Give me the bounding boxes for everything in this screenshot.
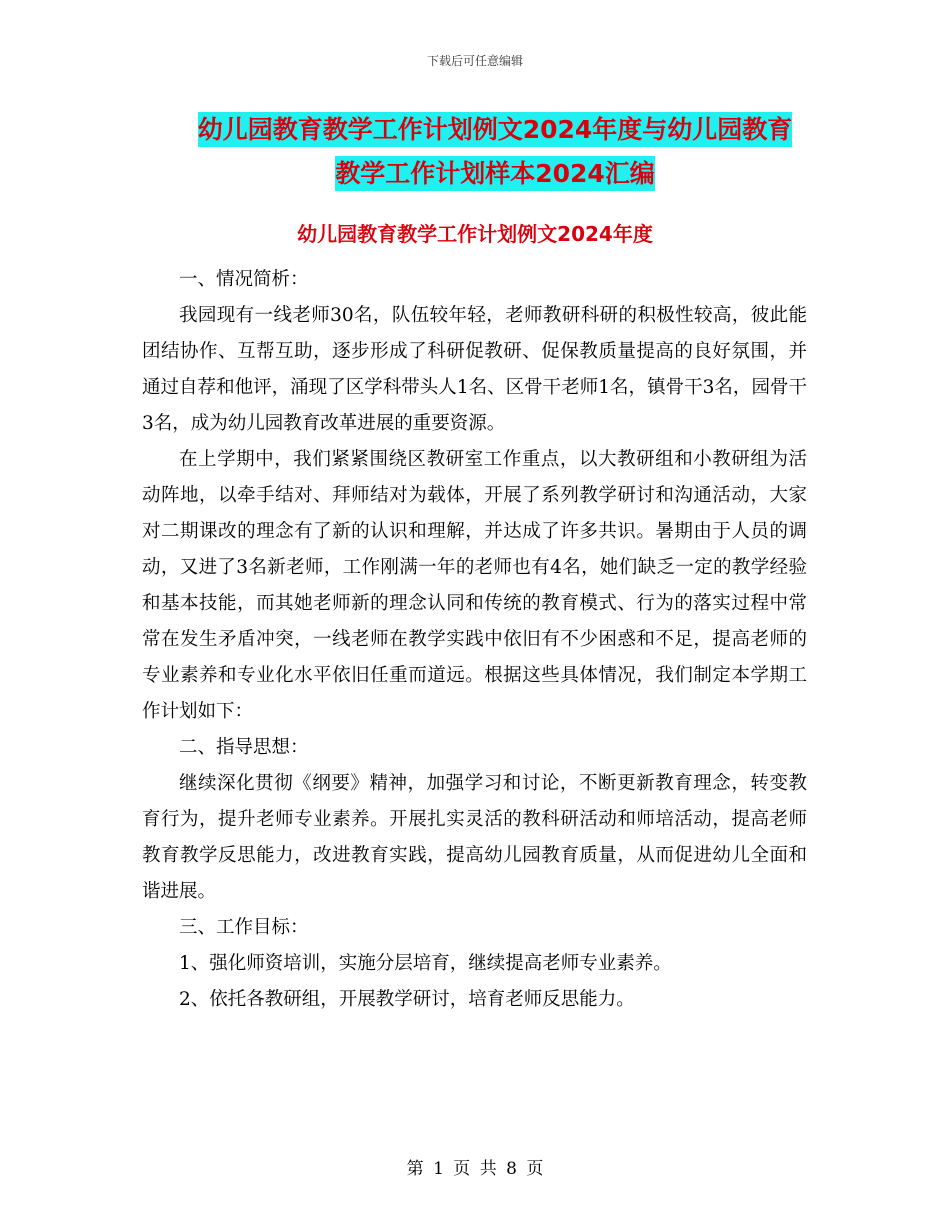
page-header-note: 下载后可任意编辑: [426, 54, 523, 68]
heading-guiding-ideology: 二、指导思想：: [179, 737, 309, 758]
heading-situation-analysis: 一、情况简析：: [179, 269, 309, 290]
document-title-line-2: 教学工作计划样本2024汇编: [335, 156, 655, 191]
section-title: 幼儿园教育教学工作计划例文2024年度: [297, 222, 653, 246]
paragraph-teacher-overview: 我园现有一线老师30名，队伍较年轻，老师教研科研的积极性较高，彼此能团结协作、互帮互助，逐步形成了科研促教研、促保教质量提高的良好氛围，并通过自荐和他评，涌现了区学科带头人1名、区骨干老师1名，镇骨干3名，园骨干3名，成为幼儿园教育改革进展的重要资源。: [142, 305, 807, 434]
document-body: [142, 270, 807, 1018]
document-title: [140, 108, 850, 196]
document-title-line-1: 幼儿园教育教学工作计划例文2024年度与幼儿园教育: [198, 112, 793, 147]
heading-work-goals: 三、工作目标：: [179, 917, 309, 938]
paragraph-last-semester: 在上学期中，我们紧紧围绕区教研室工作重点，以大教研组和小教研组为活动阵地，以牵手结对、拜师结对为载体，开展了系列教学研讨和沟通活动，大家对二期课改的理念有了新的认识和理解，并达成了许多共识。暑期由于人员的调动，又进了3名新老师，工作刚满一年的老师也有4名，她们缺乏一定的教学经验和基本技能，而其她老师新的理念认同和传统的教育模式、行为的落实过程中常常在发生矛盾冲突，一线老师在教学实践中依旧有不少困惑和不足，提高老师的专业素养和专业化水平依旧任重而道远。根据这些具体情况，我们制定本学期工作计划如下：: [142, 449, 807, 722]
goal-item-1: 1、强化师资培训，实施分层培育，继续提高老师专业素养。: [179, 953, 672, 974]
paragraph-guiding-ideology: 继续深化贯彻《纲要》精神，加强学习和讨论，不断更新教育理念，转变教育行为，提升老师专业素养。开展扎实灵活的教科研活动和师培活动，提高老师教育教学反思能力，改进教育实践，提高幼儿园教育质量，从而促进幼儿全面和谐进展。: [142, 773, 807, 902]
goal-item-2: 2、依托各教研组，开展教学研讨，培育老师反思能力。: [179, 989, 635, 1010]
page-footer-page-number: 第 1 页 共 8 页: [406, 1159, 544, 1179]
